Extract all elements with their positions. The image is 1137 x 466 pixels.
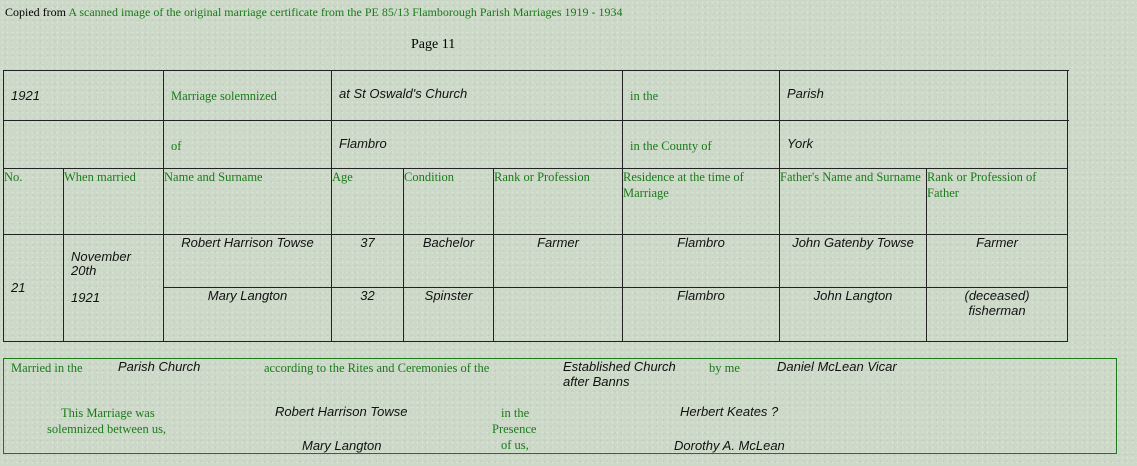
party-1: Robert Harrison Towse — [275, 404, 408, 419]
marriage-register-table — [3, 70, 1068, 342]
bride-condition: Spinster — [404, 288, 494, 342]
col-header-name: Name and Surname — [164, 169, 332, 235]
married-in-label: Married in the — [11, 361, 83, 375]
empty-cell — [4, 121, 164, 169]
presence-label-1: in the — [501, 406, 530, 420]
bride-father-profession: (deceased) fisherman — [927, 288, 1068, 342]
town-cell — [332, 121, 623, 169]
of-label: of — [171, 139, 182, 153]
solemnized-label-cell — [164, 71, 332, 121]
groom-row — [4, 235, 1068, 288]
groom-father-name: John Gatenby Towse — [780, 235, 927, 288]
solemnized-label-1: This Marriage was — [61, 406, 155, 420]
party-2: Mary Langton — [302, 438, 382, 453]
groom-residence: Flambro — [623, 235, 780, 288]
source-line — [5, 5, 623, 20]
solemnization-box — [3, 358, 1117, 454]
parish: Parish — [787, 86, 824, 101]
header-row-1 — [4, 71, 1068, 121]
county-cell — [780, 121, 1068, 169]
church-type: Parish Church — [118, 359, 201, 374]
bride-profession — [494, 288, 623, 342]
after-banns: after Banns — [563, 374, 630, 389]
place: at St Oswald's Church — [339, 86, 468, 101]
bride-age: 32 — [332, 288, 404, 342]
rites-label: according to the Rites and Ceremonies of the — [264, 361, 490, 375]
col-header-age: Age — [332, 169, 404, 235]
officiant: Daniel McLean Vicar — [777, 359, 897, 374]
col-header-father-name: Father's Name and Surname — [780, 169, 927, 235]
col-header-no: No. — [4, 169, 64, 235]
col-header-condition: Condition — [404, 169, 494, 235]
col-header-father-profession: Rank or Profession of Father — [927, 169, 1068, 235]
bride-father-name: John Langton — [780, 288, 927, 342]
county-label-cell — [623, 121, 780, 169]
witness-2: Dorothy A. McLean — [674, 438, 785, 453]
copied-from-label: Copied from — [5, 5, 66, 19]
entry-number-cell — [4, 235, 64, 342]
col-header-residence: Residence at the time of Marriage — [623, 169, 780, 235]
year-cell — [4, 71, 164, 121]
by-me-label: by me — [709, 361, 740, 375]
col-header-when-married: When married — [64, 169, 164, 235]
header-row-2 — [4, 121, 1068, 169]
county: York — [787, 136, 814, 151]
town: Flambro — [339, 136, 387, 151]
entry-number: 21 — [11, 280, 26, 295]
year: 1921 — [11, 88, 40, 103]
witness-1: Herbert Keates ? — [680, 404, 779, 419]
rites: Established Church — [563, 359, 676, 374]
in-the-label-cell — [623, 71, 780, 121]
bride-row — [4, 288, 1068, 342]
place-cell — [332, 71, 623, 121]
presence-label-3: of us, — [501, 438, 529, 452]
when-married-date: November 20th — [71, 249, 131, 278]
groom-profession: Farmer — [494, 235, 623, 288]
parish-cell — [780, 71, 1068, 121]
solemnized-label-2: solemnized between us, — [47, 422, 167, 436]
in-the-label: in the — [630, 89, 659, 103]
groom-condition: Bachelor — [404, 235, 494, 288]
page-number: Page 11 — [411, 37, 456, 52]
county-label: in the County of — [630, 139, 712, 153]
groom-name: Robert Harrison Towse — [164, 235, 332, 288]
presence-label-2: Presence — [492, 422, 537, 436]
when-married-cell — [64, 235, 164, 342]
when-married-year: 1921 — [71, 290, 100, 305]
column-headers-row — [4, 169, 1068, 235]
col-header-profession: Rank or Profession — [494, 169, 623, 235]
bride-residence: Flambro — [623, 288, 780, 342]
of-label-cell — [164, 121, 332, 169]
groom-age: 37 — [332, 235, 404, 288]
source-link[interactable]: A scanned image of the original marriage certificate from the PE 85/13 Flamborough Parish Marriages 1919 - 1934 — [68, 5, 623, 19]
marriage-solemnized-label: Marriage solemnized — [171, 89, 277, 103]
bride-name: Mary Langton — [164, 288, 332, 342]
groom-father-profession: Farmer — [927, 235, 1068, 288]
